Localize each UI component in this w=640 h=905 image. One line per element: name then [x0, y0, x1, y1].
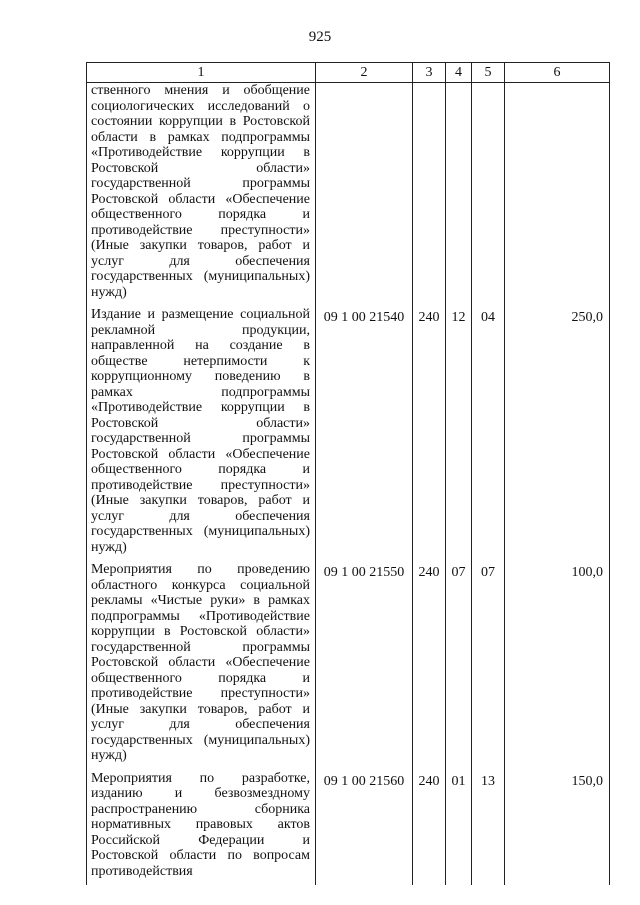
table-row	[87, 83, 610, 307]
row-description: ственного мнения и обобщение социологических исследований о состоянии коррупции в Ростовской области в рамках подпрограммы «Противодействие коррупции в Ростовской области» государственной программы Ростовской области «Обеспечение общественного порядка и противодействие преступности» (Иные закупки товаров, работ и услуг для обеспечения государственных (муниципальных) нужд)	[87, 83, 316, 307]
page-number: 925	[308, 29, 332, 45]
row-subsection: 13	[472, 770, 505, 886]
row-description: Мероприятия по проведению областного конкурса социальной рекламы «Чистые руки» в рамках подпрограммы «Противодействие коррупции в Ростовской области» государственной программы Ростовской области «Обеспечение общественного порядка и противодействие преступности» (Иные закупки товаров, работ и услуг для обеспечения государственных (муниципальных) нужд)	[87, 561, 316, 770]
row-description: Издание и размещение социальной рекламной продукции, направленной на создание в обществе нетерпимости к коррупционному поведению в рамках подпрограммы «Противодействие коррупции в Ростовской области» государственной программы Ростовской области «Обеспечение общественного порядка и противодействие преступности» (Иные закупки товаров, работ и услуг для обеспечения государственных (муниципальных) нужд)	[87, 306, 316, 561]
row-subsection: 07	[472, 561, 505, 770]
row-amount	[505, 83, 610, 307]
row-subsection: 04	[472, 306, 505, 561]
row-expense-type: 240	[413, 770, 446, 886]
header-col-1: 1	[87, 63, 316, 83]
row-amount: 100,0	[505, 561, 610, 770]
row-target-code: 09 1 00 21560	[316, 770, 413, 886]
row-section: 12	[446, 306, 472, 561]
row-amount: 250,0	[505, 306, 610, 561]
header-row	[87, 63, 610, 83]
row-section	[446, 83, 472, 307]
row-subsection	[472, 83, 505, 307]
row-description: Мероприятия по разработке, изданию и безвозмездному распространению сборника нормативных правовых актов Российской Федерации и Ростовской области по вопросам противодействия	[87, 770, 316, 886]
table-body	[87, 83, 610, 886]
header-col-5: 5	[472, 63, 505, 83]
header-col-2: 2	[316, 63, 413, 83]
header-col-4: 4	[446, 63, 472, 83]
budget-table	[86, 62, 610, 885]
table-row	[87, 770, 610, 886]
row-expense-type: 240	[413, 306, 446, 561]
table-row	[87, 561, 610, 770]
row-target-code	[316, 83, 413, 307]
row-section: 07	[446, 561, 472, 770]
table-header	[87, 63, 610, 83]
row-expense-type	[413, 83, 446, 307]
table-row	[87, 306, 610, 561]
row-section: 01	[446, 770, 472, 886]
row-target-code: 09 1 00 21550	[316, 561, 413, 770]
header-col-3: 3	[413, 63, 446, 83]
header-col-6: 6	[505, 63, 610, 83]
row-target-code: 09 1 00 21540	[316, 306, 413, 561]
row-expense-type: 240	[413, 561, 446, 770]
row-amount: 150,0	[505, 770, 610, 886]
